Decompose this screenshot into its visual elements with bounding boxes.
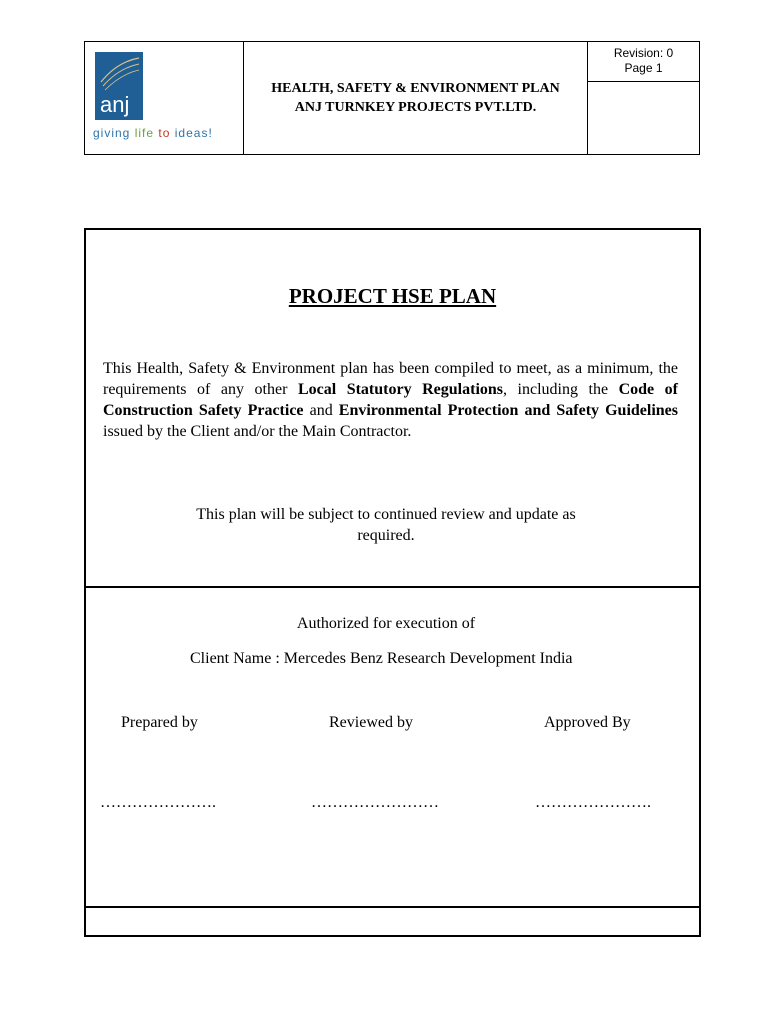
- intro-text: , including the: [503, 381, 619, 398]
- intro-text: issued by the Client and/or the Main Contractor.: [103, 423, 412, 440]
- revision-number: Revision: 0: [613, 46, 674, 60]
- logo-brand: anj: [100, 92, 130, 117]
- client-name: Client Name : Mercedes Benz Research Development India: [190, 650, 573, 667]
- header-title: [244, 42, 588, 154]
- tagline-word: giving: [93, 126, 131, 140]
- company-logo: [95, 52, 143, 120]
- intro-text: This Health, Safety & Environment plan has been compiled to meet, as a minimum, the requirements of any other: [103, 360, 678, 398]
- tagline-word: to: [158, 126, 171, 140]
- intro-bold: Environmental Protection and Safety Guidelines: [338, 402, 678, 419]
- wheat-swoosh-icon: [95, 52, 143, 120]
- tagline-word: life: [134, 126, 155, 140]
- logo-tagline: [93, 126, 213, 140]
- page-number: Page 1: [624, 61, 663, 75]
- intro-paragraph: [103, 358, 678, 442]
- plan-title: PROJECT HSE PLAN: [288, 284, 497, 308]
- review-note: This plan will be subject to continued review and update as required.: [196, 506, 576, 544]
- logo-cell: [85, 42, 244, 154]
- authorization-heading: Authorized for execution of: [296, 615, 476, 632]
- intro-bold: Code of Construction Safety Practice: [103, 381, 679, 419]
- prepared-by-label: Prepared by: [121, 714, 198, 731]
- intro-bold: Local Statutory Regulations: [297, 381, 504, 398]
- header-title-line1: HEALTH, SAFETY & ENVIRONMENT PLAN: [271, 81, 560, 96]
- revision-cell: [588, 42, 699, 82]
- intro-text: and: [303, 402, 339, 419]
- reviewed-by-label: Reviewed by: [329, 714, 413, 731]
- document-header: [84, 41, 700, 155]
- prepared-signature-line: ………………….: [100, 794, 216, 811]
- authorization-section: [86, 588, 699, 908]
- plan-section: [86, 230, 699, 588]
- header-title-line2: ANJ TURNKEY PROJECTS PVT.LTD.: [294, 100, 537, 115]
- approved-by-label: Approved By: [544, 714, 631, 731]
- plan-box: [84, 228, 701, 937]
- reviewed-signature-line: ……………………: [311, 794, 439, 811]
- approved-signature-line: ………………….: [535, 794, 651, 811]
- tagline-word: ideas!: [174, 126, 213, 140]
